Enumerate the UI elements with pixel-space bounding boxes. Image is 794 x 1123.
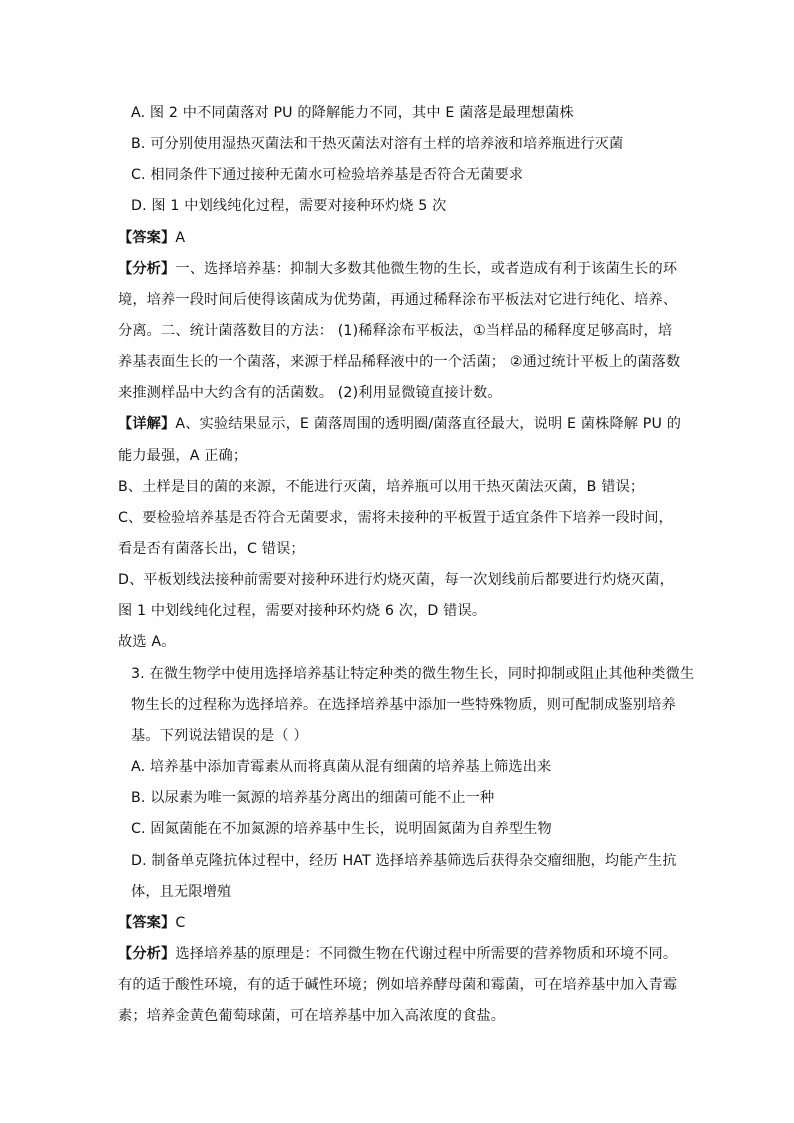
q2-answer-line <box>118 228 678 248</box>
analysis-tag: 【分析】 <box>118 261 176 277</box>
q2-analysis-line: 境，培养一段时间后使得该菌成为优势菌，再通过稀释涂布平板法对它进行纯化、培养、 <box>118 292 678 308</box>
q2-analysis-line: 来推测样品中大约含有的活菌数。 (2)利用显微镜直接计数。 <box>118 385 502 401</box>
q3-option-c: C. 固氮菌能在不加氮源的培养基中生长，说明固氮菌为自养型生物 <box>131 821 552 837</box>
q2-detail-line: 故选 A。 <box>118 634 176 650</box>
q2-option-b: B. 可分别使用湿热灭菌法和干热灭菌法对溶有土样的培养液和培养瓶进行灭菌 <box>131 136 624 152</box>
detail-tag: 【详解】 <box>118 416 176 432</box>
q3-option-b: B. 以尿素为唯一氮源的培养基分离出的细菌可能不止一种 <box>131 790 495 806</box>
q3-option-a: A. 培养基中添加青霉素从而将真菌从混有细菌的培养基上筛选出来 <box>131 759 552 775</box>
q2-detail-line: B、土样是目的菌的来源，不能进行灭菌，培养瓶可以用干热灭菌法灭菌，B 错误； <box>118 479 645 495</box>
q3-answer-line <box>118 913 678 933</box>
detail-text: A、实验结果显示，E 菌落周围的透明圈/菌落直径最大，说明 E 菌株降解 PU 的 <box>175 416 682 432</box>
q2-detail-line: 看是否有菌落长出，C 错误； <box>118 541 305 557</box>
analysis-text: 一、选择培养基：抑制大多数其他微生物的生长，或者造成有利于该菌生长的环 <box>175 261 678 277</box>
q2-detail-line: D、平板划线法接种前需要对接种环进行灼烧灭菌，每一次划线前后都要进行灼烧灭菌， <box>118 572 674 588</box>
q3-analysis-line <box>118 944 678 964</box>
q3-stem-line: 3. 在微生物学中使用选择培养基让特定种类的微生物生长，同时抑制或阻止其他种类微生 <box>131 666 695 682</box>
q2-option-a: A. 图 2 中不同菌落对 PU 的降解能力不同，其中 E 菌落是最理想菌株 <box>131 105 574 121</box>
q2-detail-line: C、要检验培养基是否符合无菌要求，需将未接种的平板置于适宜条件下培养一段时间， <box>118 510 673 526</box>
q2-detail-line: 图 1 中划线纯化过程，需要对接种环灼烧 6 次，D 错误。 <box>118 603 487 619</box>
q2-detail-line <box>118 414 682 434</box>
q2-option-c: C. 相同条件下通过接种无菌水可检验培养基是否符合无菌要求 <box>131 167 524 183</box>
answer-value: C <box>175 915 186 931</box>
analysis-tag: 【分析】 <box>118 946 176 962</box>
q3-stem-line: 物生长的过程称为选择培养。在选择培养基中添加一些特殊物质，则可配制成鉴别培养 <box>131 697 676 713</box>
q2-analysis-line: 分离。二、统计菌落数目的方法： (1)稀释涂布平板法，①当样品的稀释度足够高时，培 <box>118 323 673 339</box>
q3-option-d-cont: 体，且无限增殖 <box>131 884 232 900</box>
q2-detail-line: 能力最强，A 正确； <box>118 448 248 464</box>
q3-analysis-line: 有的适于酸性环境，有的适于碱性环境；例如培养酵母菌和霉菌，可在培养基中加入青霉 <box>118 977 678 993</box>
q3-option-d: D. 制备单克隆抗体过程中，经历 HAT 选择培养基筛选后获得杂交瘤细胞，均能产生抗 <box>131 853 677 869</box>
answer-value: A <box>175 230 186 246</box>
q2-option-d: D. 图 1 中划线纯化过程，需要对接种环灼烧 5 次 <box>131 198 447 214</box>
analysis-text: 选择培养基的原理是：不同微生物在代谢过程中所需要的营养物质和环境不同。 <box>175 946 678 962</box>
q2-analysis-line: 养基表面生长的一个菌落，来源于样品稀释液中的一个活菌； ②通过统计平板上的菌落数 <box>118 354 681 370</box>
q3-analysis-line: 素；培养金黄色葡萄球菌，可在培养基中加入高浓度的食盐。 <box>118 1008 506 1024</box>
answer-tag: 【答案】 <box>118 230 176 246</box>
q3-stem-line: 基。下列说法错误的是（ ） <box>131 728 308 744</box>
q2-analysis-line <box>118 259 678 279</box>
answer-tag: 【答案】 <box>118 915 176 931</box>
